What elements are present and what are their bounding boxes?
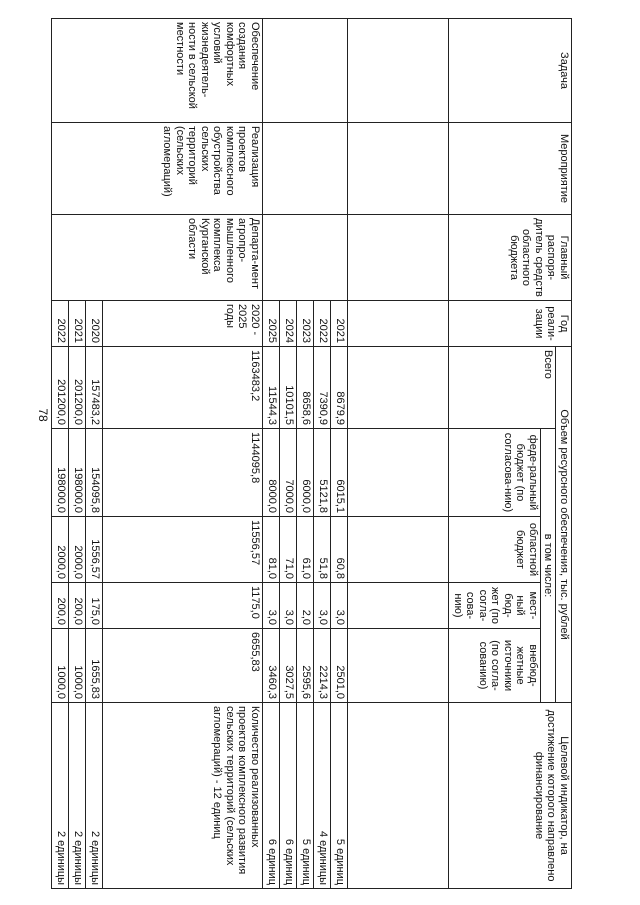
local-cell: 3,0 — [280, 583, 297, 629]
local-cell: 175,0 — [86, 583, 103, 629]
federal-cell: 154095,8 — [86, 429, 103, 517]
year-cell: 2022 — [52, 301, 69, 347]
block1-manager — [263, 215, 348, 301]
regional-cell: 1556,57 — [86, 517, 103, 583]
header-resources: Объем ресурсного обеспечения, тыс. рублей — [556, 347, 572, 703]
indicator-cell: 2 единицы — [86, 703, 103, 889]
local-cell: 3,0 — [263, 583, 280, 629]
regional-cell: 60,8 — [331, 517, 348, 583]
summary-total-cell: 1163483,2 — [103, 347, 263, 429]
total-cell: 157483,2 — [86, 347, 103, 429]
block1-spacer-row — [348, 19, 449, 889]
year-cell: 2021 — [69, 301, 86, 347]
empty-cell — [348, 583, 449, 629]
summary-federal-cell: 1144095,8 — [103, 429, 263, 517]
empty-cell — [348, 517, 449, 583]
total-cell: 8679,9 — [331, 347, 348, 429]
extra-cell: 3460,3 — [263, 629, 280, 703]
header-row-1 — [556, 19, 572, 889]
federal-cell: 198000,0 — [52, 429, 69, 517]
extra-cell: 2214,3 — [314, 629, 331, 703]
regional-cell: 2000,0 — [52, 517, 69, 583]
federal-cell: 6000,0 — [297, 429, 314, 517]
extra-cell: 1000,0 — [52, 629, 69, 703]
total-cell: 201200,0 — [69, 347, 86, 429]
header-including: в том числе: — [541, 429, 557, 703]
indicator-cell: 5 единиц — [331, 703, 348, 889]
header-measure: Мероприятие — [449, 123, 572, 215]
empty-cell — [348, 301, 449, 347]
header-year: Год реали-зации — [449, 301, 572, 347]
total-cell: 11544,3 — [263, 347, 280, 429]
regional-cell: 71,0 — [280, 517, 297, 583]
extra-cell: 3027,5 — [280, 629, 297, 703]
block2-manager: Департа-мент агропро-мышленного комплекса Курганской области — [52, 215, 263, 301]
regional-cell: 61,0 — [297, 517, 314, 583]
empty-cell — [348, 429, 449, 517]
header-local: мест-ный бюд-жет (по согла-сова-нию) — [449, 583, 541, 629]
federal-cell: 5121,8 — [314, 429, 331, 517]
federal-cell: 7000,0 — [280, 429, 297, 517]
federal-cell: 198000,0 — [69, 429, 86, 517]
local-cell: 3,0 — [331, 583, 348, 629]
empty-cell — [348, 215, 449, 301]
regional-cell: 2000,0 — [69, 517, 86, 583]
local-cell: 200,0 — [52, 583, 69, 629]
federal-cell: 8000,0 — [263, 429, 280, 517]
empty-cell — [348, 347, 449, 429]
indicator-cell: 6 единиц — [280, 703, 297, 889]
summary-indicator-cell: Количество реализованных проектов комплексного развития сельских территорий (сельских агломераций) - 12 единиц — [103, 703, 263, 889]
table-row — [331, 19, 348, 889]
header-task: Задача — [449, 19, 572, 123]
local-cell: 3,0 — [314, 583, 331, 629]
header-manager: Главный распоря-дитель средств областного бюджета — [449, 215, 572, 301]
indicator-cell: 4 единицы — [314, 703, 331, 889]
year-cell: 2020 — [86, 301, 103, 347]
header-extra: внебюд-жетные источники (по согла-сованию) — [449, 629, 541, 703]
summary-local-cell: 1175,0 — [103, 583, 263, 629]
total-cell: 7390,9 — [314, 347, 331, 429]
regional-cell: 51,8 — [314, 517, 331, 583]
resource-table — [51, 18, 572, 889]
federal-cell: 6015,1 — [331, 429, 348, 517]
local-cell: 2,0 — [297, 583, 314, 629]
extra-cell: 2595,6 — [297, 629, 314, 703]
indicator-cell: 5 единиц — [297, 703, 314, 889]
empty-cell — [348, 629, 449, 703]
empty-cell — [348, 19, 449, 123]
year-cell: 2023 — [297, 301, 314, 347]
summary-extra-cell: 6655,83 — [103, 629, 263, 703]
block2-measure: Реализация проектов комплексного обустройства сельских территорий (сельских агломераций) — [52, 123, 263, 215]
indicator-cell: 2 единицы — [52, 703, 69, 889]
header-total: Всего — [449, 347, 557, 429]
local-cell: 200,0 — [69, 583, 86, 629]
header-regional: областной бюджет — [449, 517, 541, 583]
header-federal: феде-ральный бюджет (по согласова-нию) — [449, 429, 541, 517]
total-cell: 8658,6 — [297, 347, 314, 429]
block2-task: Обеспечение создания комфортных условий жизнедеятель-ности в сельской местности — [52, 19, 263, 123]
rotated-page — [55, 18, 572, 888]
summary-year-cell: 2020 - 2025 годы — [103, 301, 263, 347]
indicator-cell: 2 единицы — [69, 703, 86, 889]
total-cell: 10101,5 — [280, 347, 297, 429]
block1-measure — [263, 123, 348, 215]
extra-cell: 1000,0 — [69, 629, 86, 703]
header-target: Целевой индикатор, на достижение которого направлено финансирование — [449, 703, 572, 889]
year-cell: 2024 — [280, 301, 297, 347]
year-cell: 2022 — [314, 301, 331, 347]
year-cell: 2021 — [331, 301, 348, 347]
empty-cell — [348, 123, 449, 215]
extra-cell: 1655,83 — [86, 629, 103, 703]
regional-cell: 81,0 — [263, 517, 280, 583]
block1-task — [263, 19, 348, 123]
empty-cell — [348, 703, 449, 889]
block2-summary-row — [103, 19, 263, 889]
total-cell: 201200,0 — [52, 347, 69, 429]
page-number: 78 — [36, 408, 50, 422]
year-cell: 2025 — [263, 301, 280, 347]
indicator-cell: 6 единиц — [263, 703, 280, 889]
extra-cell: 2501,0 — [331, 629, 348, 703]
summary-regional-cell: 11556,57 — [103, 517, 263, 583]
